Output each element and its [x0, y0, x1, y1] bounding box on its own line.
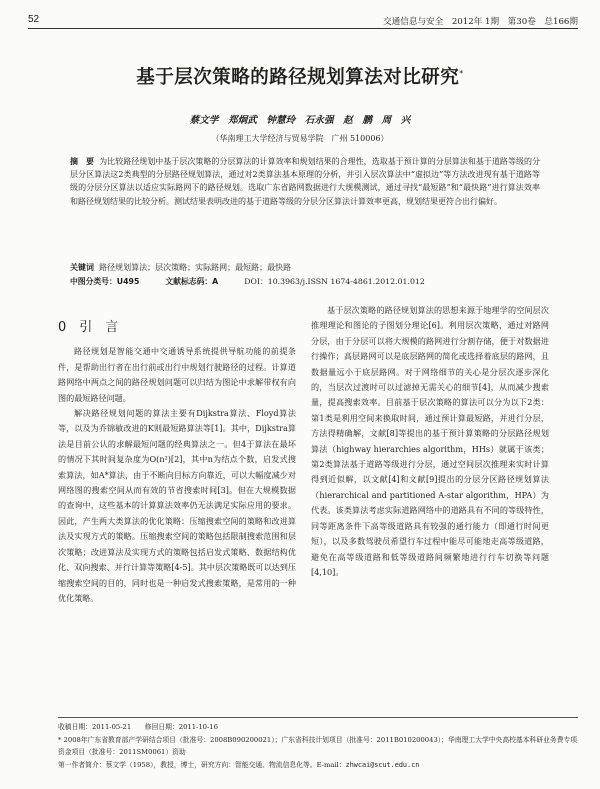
author-bio [58, 759, 578, 772]
classification-line [70, 276, 580, 287]
body-paragraph: 解决路径规划问题的算法主要有Dijkstra算法、Floyd算法等，以及为乔锦敏改进的K则最短路算法等[1]。其中，Dijkstra算法是目前公认的求解最短问题的经典算法之一。但4于算法在最坏的情况下其时间复杂度为O(n²)[2]，其中n为结点个数，启发式搜索算法，如A*算法，由于不断向目标方向靠近，可以大幅度减少对网络图的搜索空间从而有效的节省搜索时间[3]。但在大规模数据的查询中，这些基本的计算算法效率仍无法满足实际应用的要求。因此，产生两大类算法的优化策略：压缩搜索空间的策略和改进算法及实现方式的策略。压缩搜索空间的策略包括限制搜索范围和层次策略；改进算法及实现方式的策略包括启发式策略、数据结构优化、双向搜索、并行计算等策略[4-5]。其中层次策略既可以达到压缩搜索空间的目的，同时也是一种启发式搜索策略，是常用的一种优化策略。 [58, 408, 296, 603]
author-list: 蔡文学 郑炯武 钟慧玲 石永强 赵 鹏 周 兴 [189, 115, 411, 126]
page-number: 52 [28, 14, 40, 25]
keywords-label: 关键词 [70, 263, 94, 272]
footnotes [58, 717, 578, 771]
running-header [28, 14, 578, 29]
abstract [70, 155, 540, 208]
title-footnote-mark: * [459, 68, 464, 78]
abstract-text: 为比较路径规划中基于层次策略的分层算法的计算效率和规划结果的合理性，选取基于预计算的分层算法和基于道路等级的分层分区算法这2类典型的分层路径规划算法，通过对2类算法基本原理的分析，并引入层次算法中“虚拟边”等方法改进现有基于道路等级的分层分区算法以适应实际路网下的路径规划。选取广东省路网数据进行大规模测试，通过寻找“最短路”和“最快路”进行算法效率和路径规划结果的比较分析。测试结果表明改进的基于道路等级的分层分区算法计算效率更高，规划结果更符合出行偏好。 [70, 157, 540, 206]
funding-note: * 2008年广东省教育部产学研结合项目（批准号：2008B090200021）；广东省科技计划项目（批准号：2011B010200043）；华南理工大学中央高校基本科研业务费专项资金项目（批准号：2011SM0061）资助 [58, 735, 578, 756]
left-column [58, 300, 296, 606]
doi: DOI：10.3963/j.ISSN 1674-4861.2012.01.012 [244, 277, 425, 286]
author-bio-text: 第一作者简介：蔡文学（1958），教授，博士，研究方向：智能交通、物流信息化等。 [58, 760, 317, 769]
clc-number: 中图分类号：U495 [70, 277, 140, 286]
body-paragraph: 路径规划是智能交通中交通诱导系统提供导航功能的前提条件，是帮助出行者在出行前或出行中规划行驶路径的过程。计算道路网络中两点之间的路径规划问题可以归结为图论中求解带权有向图的最短路径问题。 [58, 346, 296, 403]
received-dates: 收稿日期：2011-05-21 修回日期：2011-10-16 [58, 723, 218, 731]
abstract-label: 摘 要 [70, 157, 95, 166]
right-column [311, 303, 549, 580]
author-email: zhwcai@scut.edu.cn [345, 760, 420, 769]
keywords-text: 路径规划算法；层次策略；实际路网；最短路；最快路 [99, 263, 292, 272]
keywords [70, 262, 540, 273]
affiliation: （华南理工大学经济与贸易学院 广州 510006） [211, 134, 389, 143]
paper-title [0, 63, 600, 89]
body-paragraph: 基于层次策略的路径规划算法的思想来源于地理学的空间层次推理理论和图论的子图划分理论[6]。利用层次策略，通过对路网分层，由于分层可以将大规模的路网进行分割存储，便于对数据进行操作；高层路网可以是底层路网的简化或选择着底层的路网，且数据量远小于底层路网。对于网络细节的关心是分层次逐步深化的，当层次过渡时可以过滤掉无需关心的细节[4]，从而减少搜索量，提高搜索效率。目前基于层次策略的算法可以分为以下2类：第1类是利用空间来换取时间，通过预计算最短路，并进行分层，方法得精确解，文献[8]等提出的基于预计算策略的分层路径规划算法（highway hierarchies algorithm，HHs）就属于该类；第2类算法基于道路等级进行分层，通过空间层次推理来实时计算得到近似解，以文献[4]和文献[9]提出的分层分区路径规划算法（hierarchical and partitioned A-star algorithm，HPA）为代表。该类算法考虑实际道路网络中的道路具有不同的等级特性，同等距离条件下高等级道路具有较强的通行能力（即通行时间更短），以及多数驾驶员希望行车过程中能尽可能地走高等级道路，避免在高等级道路和低等级道路间频繁地进行行车切换等问题[4,10]。 [311, 305, 549, 577]
title-text: 基于层次策略的路径规划算法对比研究 [136, 67, 460, 88]
document-code: 文献标志码：A [165, 277, 219, 286]
email-label: E-mail： [316, 760, 346, 769]
journal-info: 交通信息与安全 2012年 1期 第30卷 总166期 [383, 17, 578, 27]
section-heading: 0 引 言 [58, 320, 119, 335]
